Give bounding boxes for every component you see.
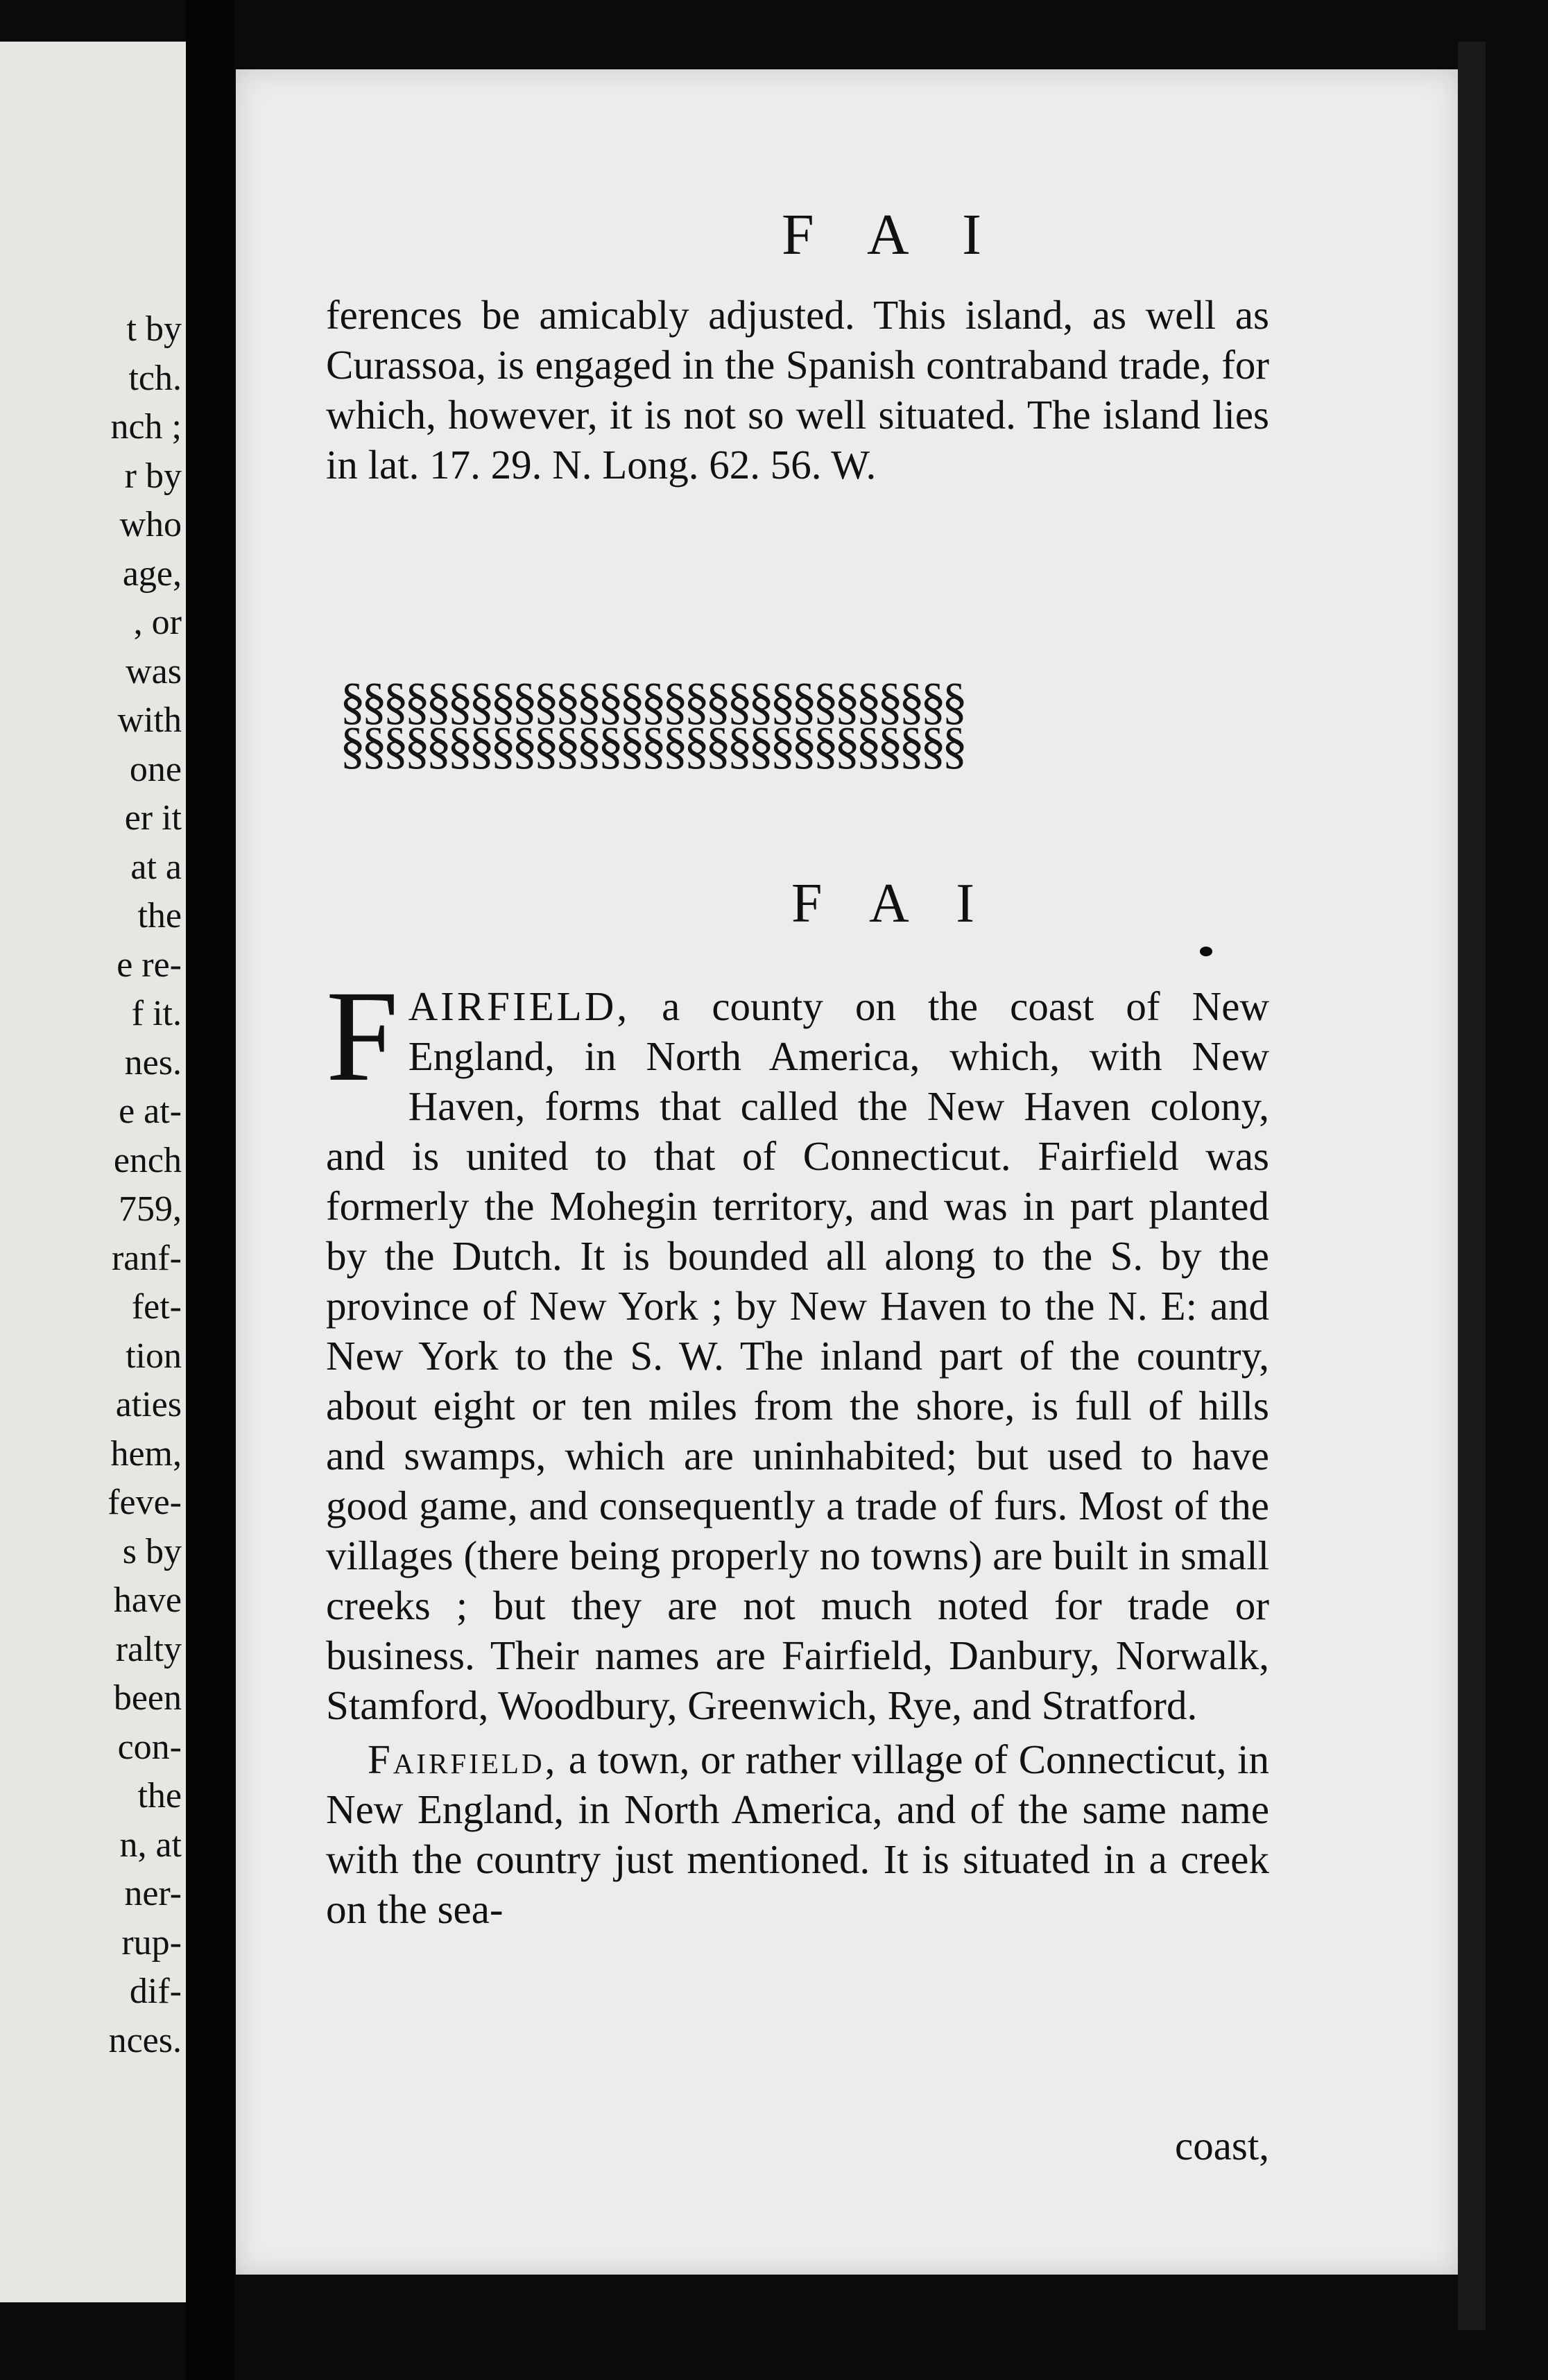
left-page-line: been	[113, 1678, 182, 1718]
running-head: F A I	[781, 202, 1003, 267]
entry-headword: AIRFIELD,	[408, 983, 630, 1029]
left-page-line: dif-	[129, 1972, 182, 2011]
left-page-line: who	[119, 505, 182, 544]
left-page-line: the	[137, 1776, 182, 1816]
left-page-line: er it	[124, 798, 182, 838]
left-page-line: con-	[117, 1727, 182, 1767]
page-edge-shadow	[1458, 42, 1486, 2330]
ornamental-rule	[340, 680, 1269, 770]
drop-cap: F	[326, 963, 399, 1108]
ornament-row-2: §§§§§§§§§§§§§§§§§§§§§§§§§§§§§	[340, 718, 963, 770]
ink-speck	[1200, 947, 1212, 956]
left-page-line: ralty	[115, 1629, 182, 1669]
left-page-line: t by	[126, 309, 182, 349]
left-page-line: have	[113, 1580, 182, 1620]
left-page-line: tion	[126, 1336, 182, 1376]
left-page-line: age,	[122, 553, 182, 594]
left-page-line: nch ;	[110, 407, 182, 447]
left-page-line: feve-	[108, 1483, 182, 1522]
page-gutter	[186, 0, 234, 2380]
left-page-line: fet-	[131, 1287, 182, 1327]
book-page	[236, 69, 1458, 2275]
entry-fairfield-town	[326, 1734, 1269, 1934]
entry-fairfield-county	[326, 963, 1269, 1730]
left-page-line: e re-	[117, 945, 182, 985]
left-page-line: was	[126, 651, 182, 691]
continued-entry	[326, 290, 1269, 490]
left-page-line: nes.	[124, 1042, 182, 1083]
dictionary-entries	[326, 963, 1269, 1934]
left-page-line: s by	[122, 1531, 182, 1571]
continued-entry-text: ferences be amicably adjusted. This island, as well as Curassoa, is engaged in the Spanish contraband trade, for which, however, it is not so well situated. The island lies in lat. 17. 29. N. Long. 62. 56. W.	[326, 292, 1269, 488]
left-page-line: r by	[124, 456, 182, 496]
left-page-line: aties	[115, 1385, 182, 1424]
left-page-fragment	[0, 42, 186, 2302]
left-page-line: with	[117, 700, 182, 740]
left-page-line: hem,	[110, 1433, 182, 1474]
left-page-line: 759,	[119, 1189, 182, 1229]
section-head: F A I	[791, 873, 993, 934]
left-page-line: rup-	[121, 1922, 182, 1963]
entry-body: a county on the coast of New England, in North America, which, with New Haven, forms that called the New Haven colony, and is united to that of Connecticut. Fairfield was formerly the Mohegin territory, and was in part planted by the Dutch. It is bounded all along to the S. by the province of New York ; by New Haven to the N. E: and New York to the S. W. The inland part of the country, about eight or ten miles from the shore, is full of hills and swamps, which are uninhabited; but used to have good game, and consequently a trade of furs. Most of the villages (there being properly no towns) are built in small creeks ; but they are not much noted for trade or business. Their names are Fairfield, Danbury, Norwalk, Stamford, Woodbury, Greenwich, Rye, and Stratford.	[326, 983, 1269, 1728]
left-page-line: n, at	[119, 1825, 182, 1865]
entry-headword: Fairfield,	[368, 1736, 558, 1782]
left-page-line: ranf-	[111, 1238, 182, 1278]
left-page-line: ner-	[124, 1874, 182, 1913]
left-page-line: one	[129, 749, 182, 789]
left-page-line: f it.	[131, 994, 182, 1033]
left-page-text	[1, 305, 182, 2065]
left-page-line: tch.	[128, 358, 182, 398]
catchword: coast,	[1175, 2123, 1269, 2168]
left-page-line: , or	[133, 603, 182, 642]
left-page-line: at a	[130, 847, 182, 887]
left-page-line: nces.	[108, 2020, 182, 2060]
left-page-line: the	[137, 896, 182, 935]
ornament-row-1: §§§§§§§§§§§§§§§§§§§§§§§§§§§§§	[340, 680, 963, 730]
entry-body: a town, or rather village of Connecticut, in New England, in North America, and of the same name with the country just mentioned. It is situated in a creek on the sea-	[326, 1736, 1269, 1932]
left-page-line: e at-	[119, 1092, 182, 1131]
left-page-line: ench	[113, 1140, 182, 1180]
